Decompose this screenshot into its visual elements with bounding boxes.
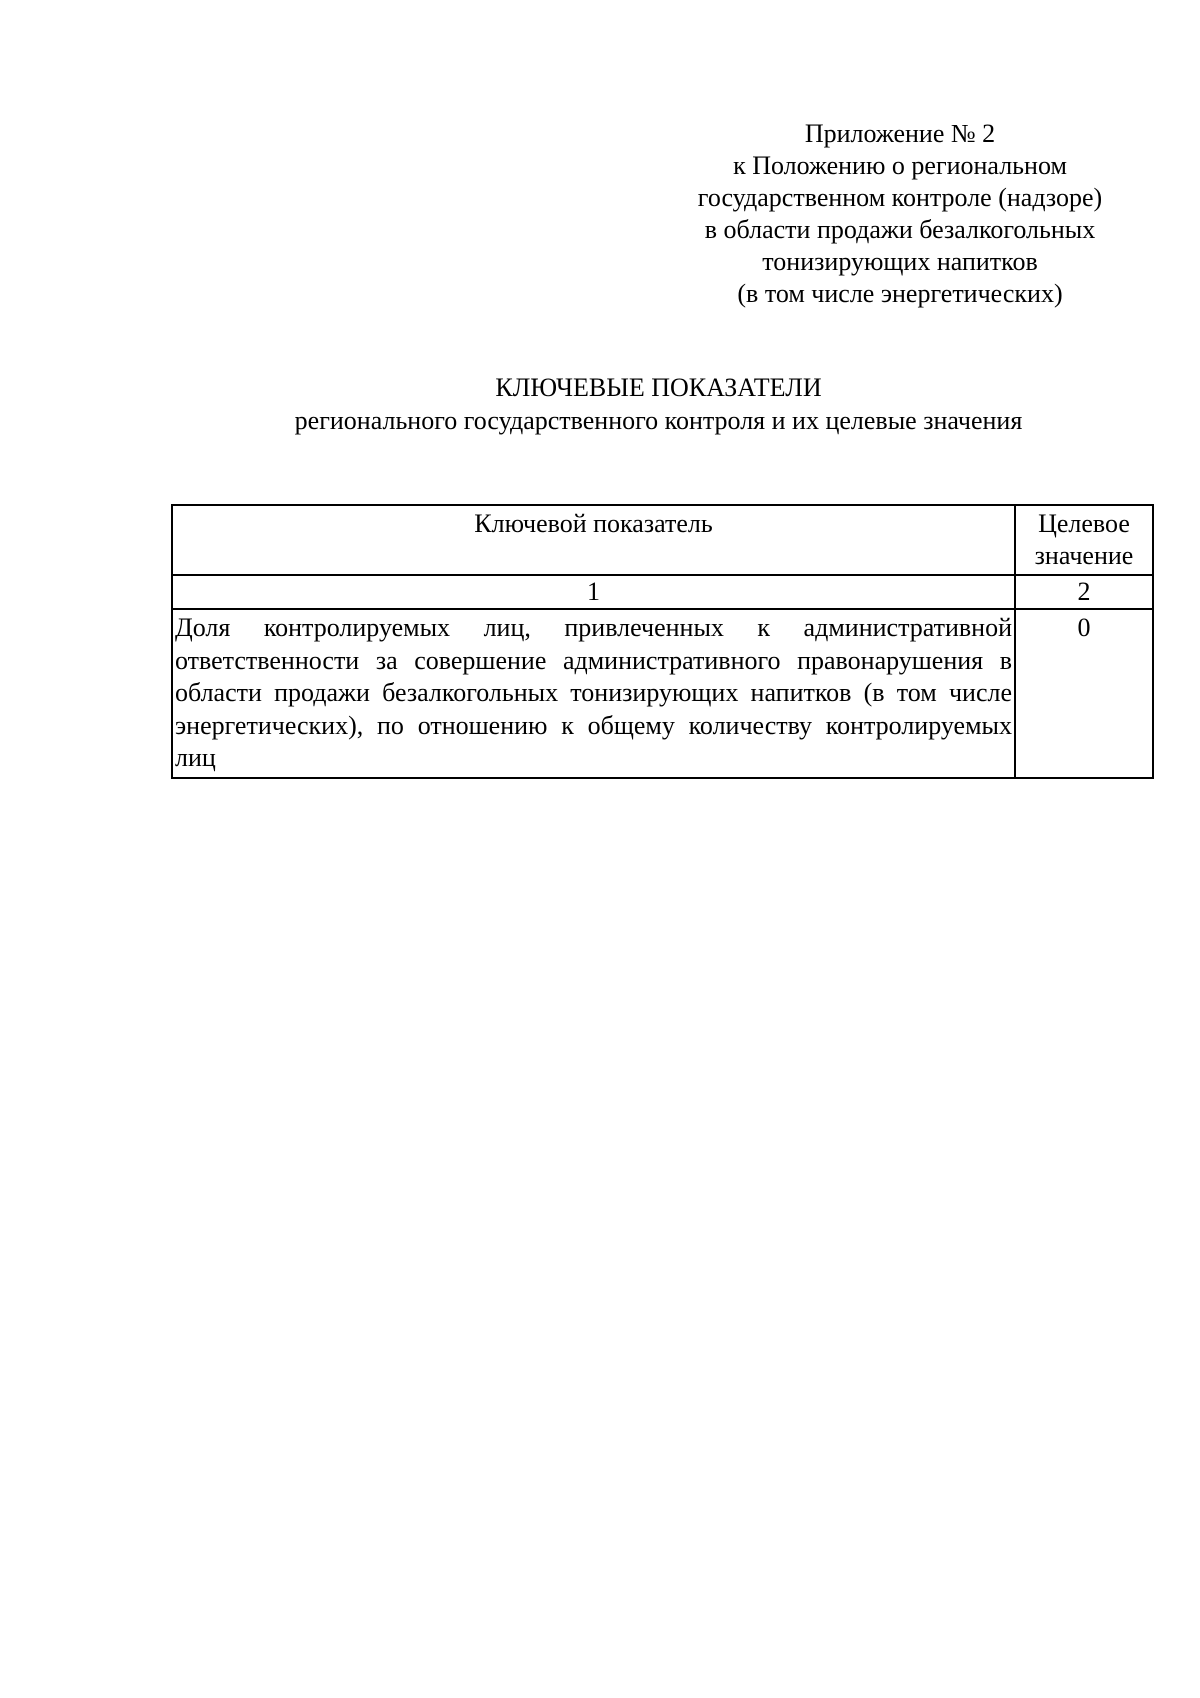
appendix-line: тонизирующих напитков xyxy=(762,247,1038,276)
table-row xyxy=(172,609,1153,778)
appendix-line: в области продажи безалкогольных xyxy=(704,215,1096,244)
indicator-cell: Доля контролируемых лиц, привлеченных к административной ответственности за совершение административного правонарушения в области продажи безалкогольных тонизирующих напитков (в том числе энергетических), по отношению к общему количеству контролируемых лиц xyxy=(172,609,1015,778)
appendix-line: государственном контроле (надзоре) xyxy=(697,183,1103,212)
header-indicator: Ключевой показатель xyxy=(172,505,1015,575)
header-target-value: Целевое значение xyxy=(1015,505,1153,575)
target-value-cell: 0 xyxy=(1015,609,1153,778)
table-header-row xyxy=(172,505,1153,575)
appendix-block xyxy=(620,118,1180,310)
appendix-line: Приложение № 2 xyxy=(804,119,996,148)
document-title: КЛЮЧЕВЫЕ ПОКАЗАТЕЛИ xyxy=(495,373,822,402)
document-subtitle: регионального государственного контроля и их целевые значения xyxy=(294,406,1023,435)
column-number-2: 2 xyxy=(1015,575,1153,609)
column-number-1: 1 xyxy=(172,575,1015,609)
table-column-number-row xyxy=(172,575,1153,609)
kpi-table xyxy=(171,504,1154,779)
appendix-line: (в том числе энергетических) xyxy=(737,279,1063,308)
appendix-line: к Положению о региональном xyxy=(733,151,1067,180)
